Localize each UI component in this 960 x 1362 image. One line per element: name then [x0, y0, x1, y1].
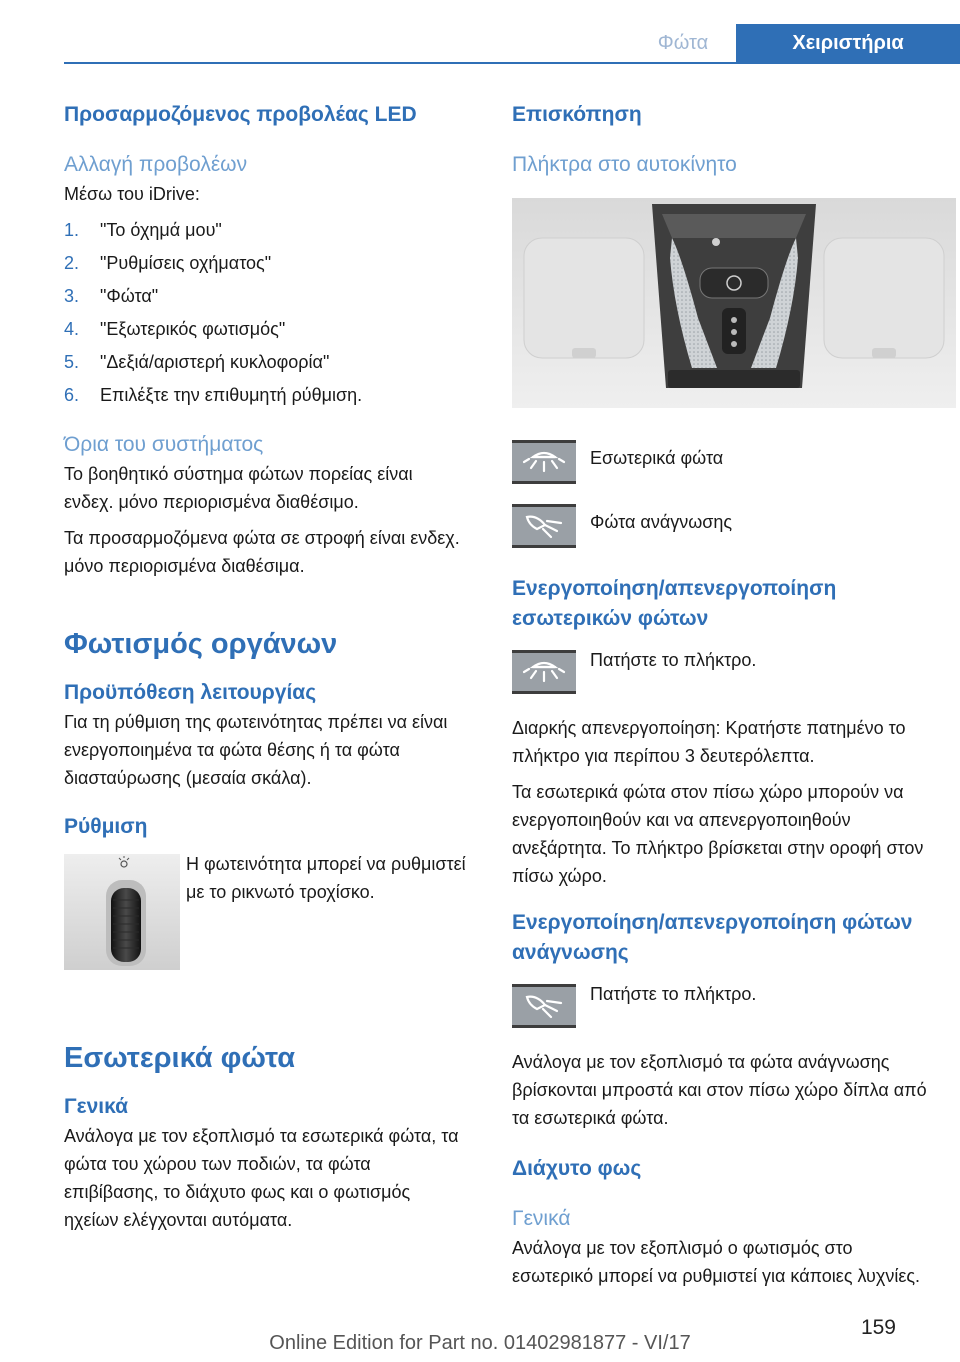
interior-light-icon: [512, 440, 576, 484]
via-idrive-text: Μέσω του iDrive:: [64, 184, 200, 204]
list-item: 1. "Το όχημά μου": [64, 220, 222, 240]
general-title: Γενικά: [64, 1095, 129, 1118]
press-reading-row: [512, 984, 932, 1048]
permanent-off-text: Διαρκής απενεργοποίηση: Κρατήστε πατημένο το πλήκτρο για περίπου 3 δευτερόλεπτα.: [512, 718, 906, 766]
header-tab-lights[interactable]: Φώτα: [657, 32, 709, 54]
ambient-general-title: Γενικά: [512, 1207, 571, 1230]
press-button-text-2: Πατήστε το πλήκτρο.: [590, 984, 757, 1004]
reading-light-icon: [512, 984, 576, 1028]
right-column: [512, 100, 932, 1290]
legend-interior-text: Εσωτερικά φώτα: [590, 448, 724, 468]
left-column: [64, 100, 466, 1234]
prerequisite-title: Προϋπόθεση λειτουργίας: [64, 681, 317, 704]
press-button-text-1: Πατήστε το πλήκτρο.: [590, 650, 757, 670]
legend-interior-row: [512, 440, 932, 504]
change-headlights-title: Αλλαγή προβολέων: [64, 153, 248, 176]
roof-console-photo: [512, 198, 956, 408]
brightness-wheel-photo: [64, 854, 180, 970]
instrument-lighting-title: Φωτισμός οργάνων: [64, 628, 338, 660]
adjust-block: [64, 854, 466, 994]
adjust-title: Ρύθμιση: [64, 815, 148, 838]
list-item: 2. "Ρυθμίσεις οχήματος": [64, 253, 272, 273]
reading-lights-text: Ανάλογα με τον εξοπλισμό τα φώτα ανάγνωσης βρίσκονται μπροστά και στον πίσω χώρο δίπλα από τα εσωτερικά φώτα.: [512, 1052, 927, 1128]
reading-light-icon: [512, 504, 576, 548]
list-item: 4. "Εξωτερικός φωτισμός": [64, 319, 286, 339]
limits-paragraph-1: Το βοηθητικό σύστημα φώτων πορείας είναι ενδεχ. μόνο περιορισμένα διαθέσιμο.: [64, 464, 413, 512]
idrive-steps: [64, 214, 462, 412]
press-interior-row: [512, 650, 932, 714]
page-number: 159: [860, 1316, 896, 1339]
buttons-in-car-title: Πλήκτρα στο αυτοκίνητο: [512, 153, 737, 176]
legend-reading-row: [512, 504, 932, 568]
ambient-text: Ανάλογα με τον εξοπλισμό ο φωτισμός στο εσωτερικό μπορεί να ρυθμιστεί για κάποιες λυχνίες.: [512, 1238, 921, 1286]
activate-reading-title: Ενεργοποίηση/απενεργοποίηση φώτων ανάγνωσης: [512, 911, 913, 964]
legend-reading-text: Φώτα ανάγνωσης: [590, 512, 733, 532]
limits-paragraph-2: Τα προσαρμοζόμενα φώτα σε στροφή είναι ενδεχ. μόνο περιορισμένα διαθέσιμα.: [64, 528, 460, 576]
header-tab-controls[interactable]: Χειριστήρια: [736, 24, 960, 64]
interior-lights-title: Εσωτερικά φώτα: [64, 1042, 296, 1074]
system-limits-title: Όρια του συστήματος: [64, 433, 264, 456]
header-rule: [64, 62, 960, 64]
list-item: 6. Επιλέξτε την επιθυμητή ρύθμιση.: [64, 385, 363, 405]
general-text: Ανάλογα με τον εξοπλισμό τα εσωτερικά φώτα, τα φώτα του χώρου των ποδιών, τα φώτα επιβίβασης, το διάχυτο φως και ο φωτισμός ηχείων ελέγχονται αυτόματα.: [64, 1126, 459, 1230]
adjust-text: Η φωτεινότητα μπορεί να ρυθμιστεί με το ρικνωτό τροχίσκο.: [186, 854, 466, 902]
list-item: 3. "Φώτα": [64, 286, 159, 306]
prerequisite-text: Για τη ρύθμιση της φωτεινότητας πρέπει να είναι ενεργοποιημένα τα φώτα θέσης ή τα φώτα διασταύρωσης (μεσαία σκάλα).: [64, 712, 448, 788]
list-item: 5. "Δεξιά/αριστερή κυκλοφορία": [64, 352, 330, 372]
rear-interior-text: Τα εσωτερικά φώτα στον πίσω χώρο μπορούν να ενεργοποιηθούν και να απενεργοποιηθούν ανεξάρτητα. Το πλήκτρο βρίσκεται στην οροφή στον πίσω χώρο.: [512, 782, 924, 886]
led-headlight-title: Προσαρμοζόμενος προβολέας LED: [64, 103, 417, 126]
edition-footer: Online Edition for Part no. 01402981877 - VI/17: [269, 1332, 691, 1354]
overview-title: Επισκόπηση: [512, 103, 642, 126]
interior-light-icon: [512, 650, 576, 694]
ambient-light-title: Διάχυτο φως: [512, 1157, 642, 1180]
activate-interior-title: Ενεργοποίηση/απενεργοποίηση εσωτερικών φώτων: [512, 577, 837, 630]
